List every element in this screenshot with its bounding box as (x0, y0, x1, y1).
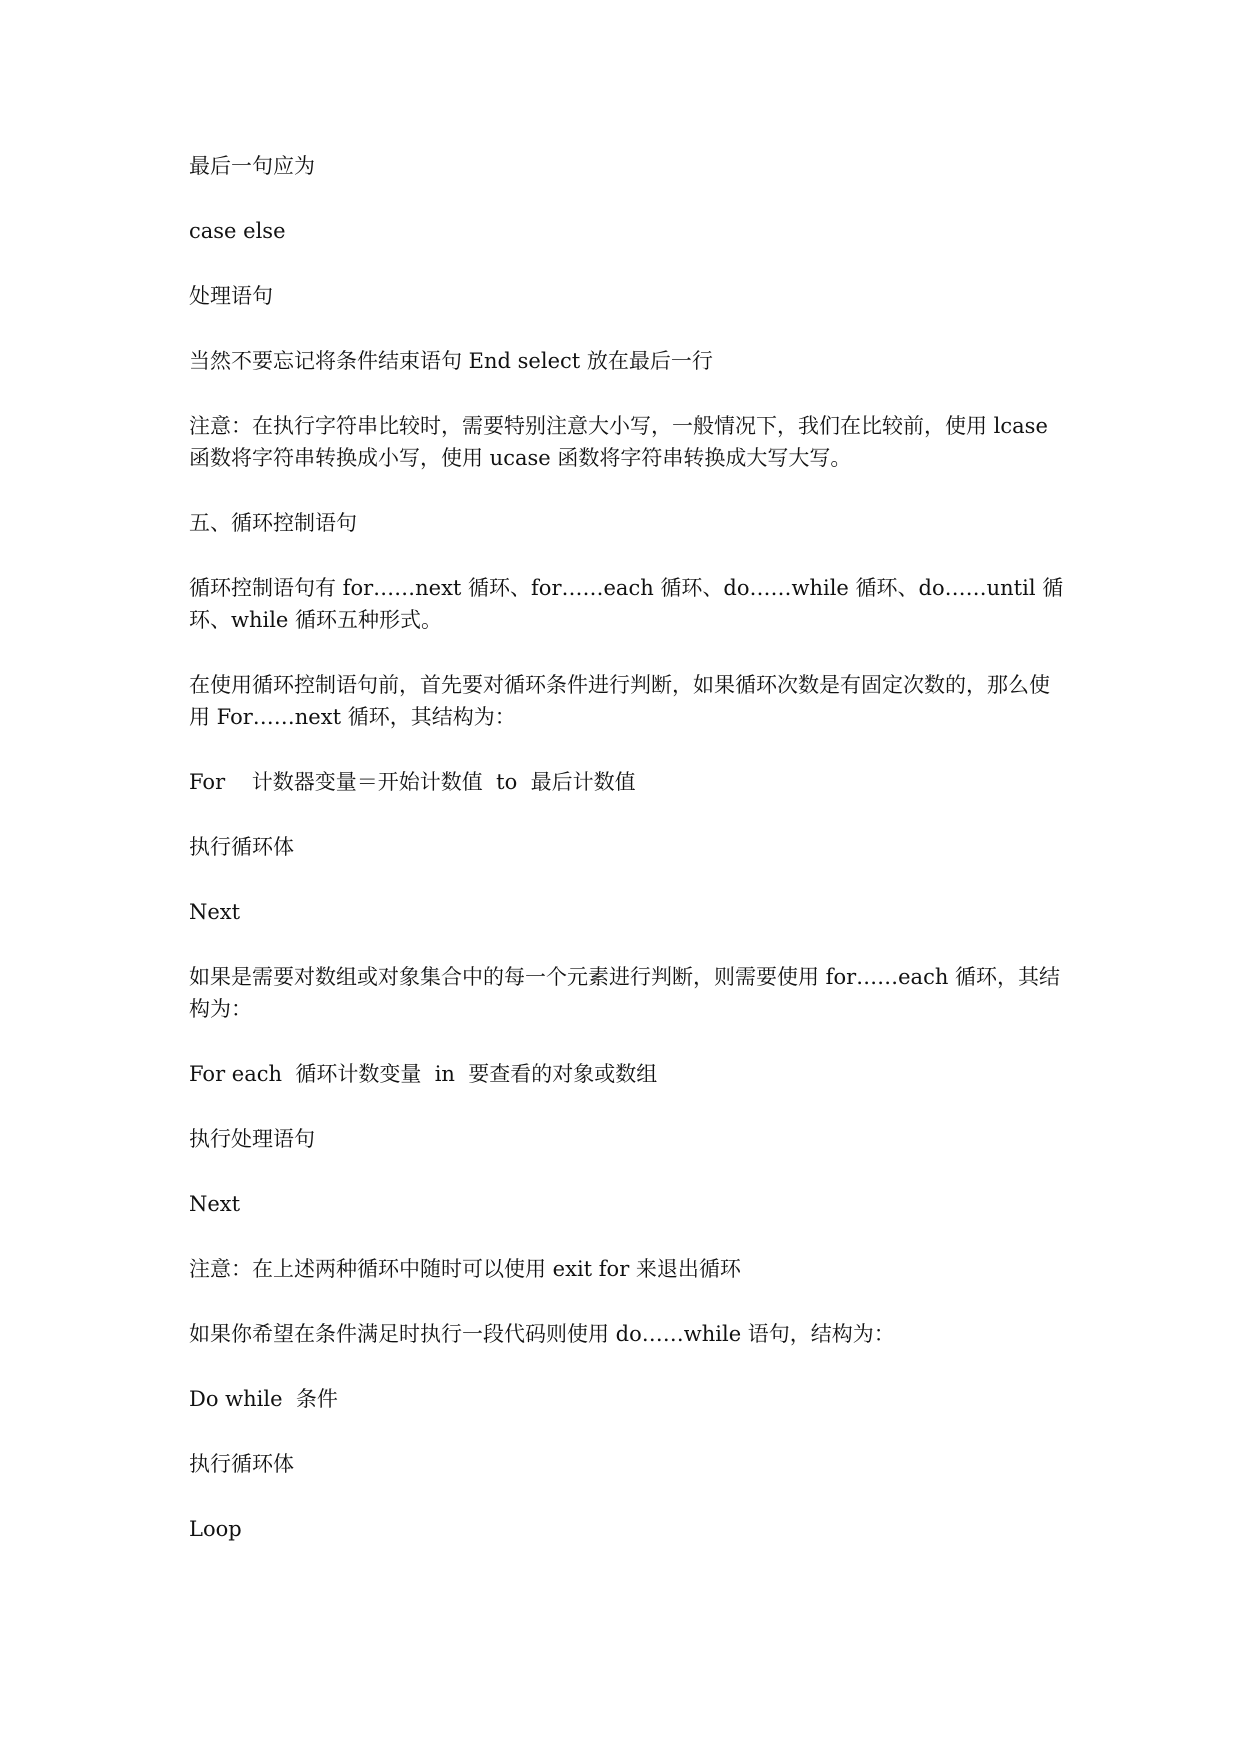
section-heading-loop-control: 五、循环控制语句 (189, 511, 357, 535)
paragraph-note-case: 注意：在执行字符串比较时，需要特别注意大小写，一般情况下，我们在比较前，使用 lcase 函数将字符串转换成小写，使用 ucase 函数将字符串转换成大写大写。 (189, 414, 1048, 470)
paragraph-for-next-intro: 在使用循环控制语句前，首先要对循环条件进行判断，如果循环次数是有固定次数的，那么使用 For……next 循环，其结构为： (189, 673, 1050, 729)
code-handling-statement: 执行处理语句 (189, 1127, 315, 1151)
paragraph-last-sentence: 最后一句应为 (189, 154, 315, 178)
paragraph-for-each-intro: 如果是需要对数组或对象集合中的每一个元素进行判断，则需要使用 for……each 循环，其结构为： (189, 965, 1061, 1021)
code-for-each-header: For each 循环计数变量 in 要查看的对象或数组 (189, 1062, 658, 1086)
code-next-1: Next (189, 900, 241, 924)
paragraph-end-select: 当然不要忘记将条件结束语句 End select 放在最后一行 (189, 349, 713, 373)
code-loop-body-1: 执行循环体 (189, 835, 294, 859)
code-do-while-header: Do while 条件 (189, 1387, 338, 1411)
paragraph-loop-types: 循环控制语句有 for……next 循环、for……each 循环、do……while 循环、do……until 循环、while 循环五种形式。 (189, 576, 1064, 632)
code-next-2: Next (189, 1192, 241, 1216)
code-loop-body-2: 执行循环体 (189, 1452, 294, 1476)
code-loop: Loop (189, 1517, 242, 1541)
paragraph-case-else: case else (189, 219, 286, 243)
code-for-next-header: For 计数器变量＝开始计数值 to 最后计数值 (189, 770, 636, 794)
paragraph-handling-statement: 处理语句 (189, 284, 273, 308)
paragraph-exit-for-note: 注意：在上述两种循环中随时可以使用 exit for 来退出循环 (189, 1257, 741, 1281)
paragraph-do-while-intro: 如果你希望在条件满足时执行一段代码则使用 do……while 语句，结构为： (189, 1322, 895, 1346)
